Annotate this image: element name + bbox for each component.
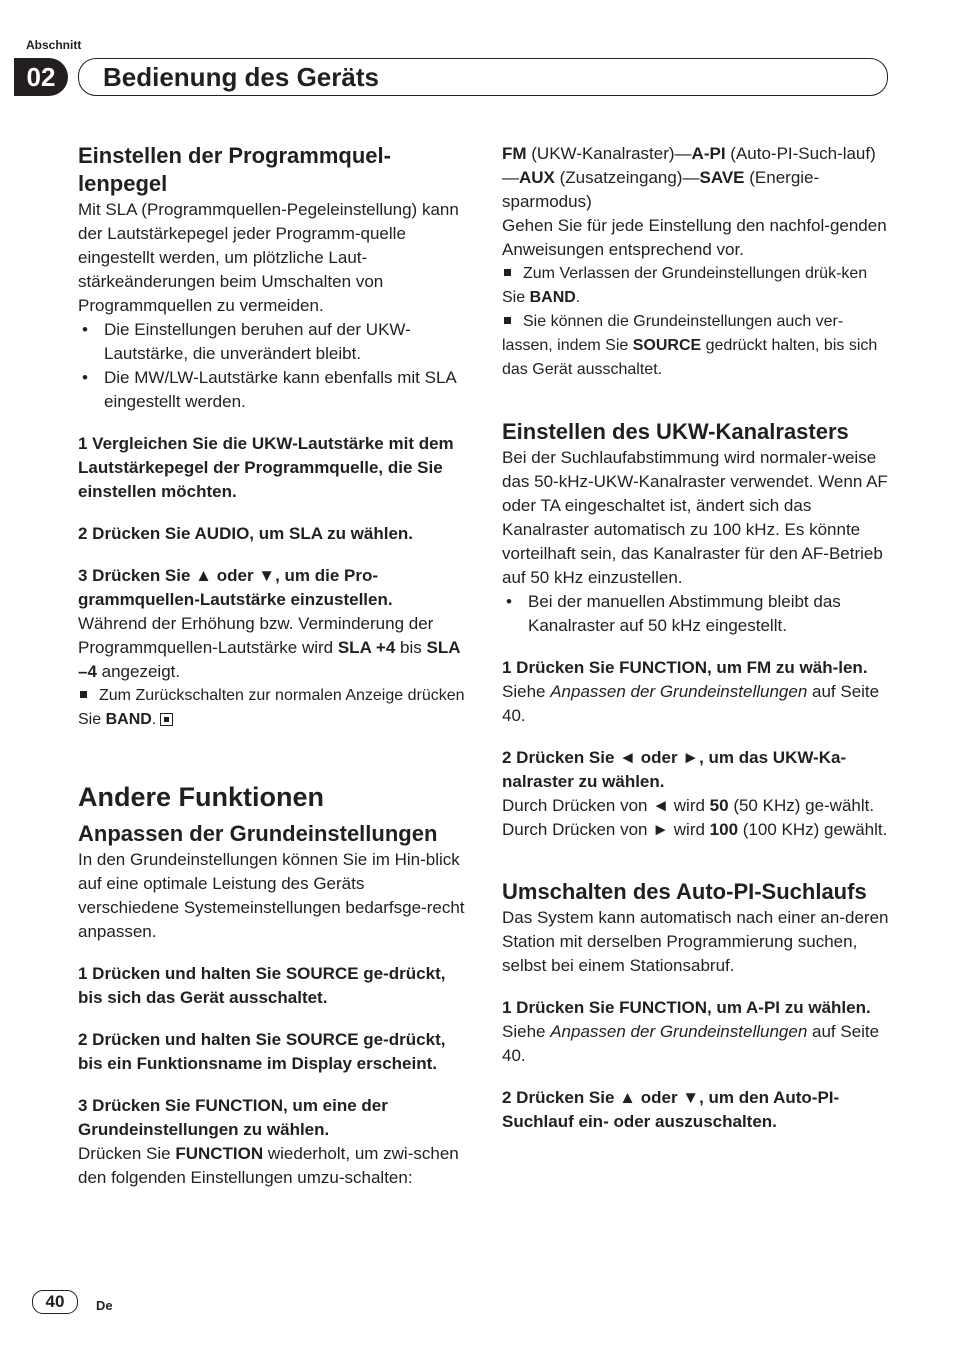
page-number: 40 <box>32 1290 78 1314</box>
step: 1 Vergleichen Sie die UKW-Lautstärke mit dem Lautstärkepegel der Programmquelle, die Sie einstellen möchten. <box>78 434 454 501</box>
cross-reference: Siehe Anpassen der Grundeinstellungen auf Seite 40. <box>502 1022 880 1065</box>
bullet-item: • Bei der manuellen Abstimmung bleibt das Kanalraster auf 50 kHz eingestellt. <box>506 592 841 635</box>
settings-list: FM (UKW-Kanalraster)—A-PI (Auto-PI-Such-lauf)—AUX (Zusatzeingang)—SAVE (Energie-sparmodus) <box>502 144 876 211</box>
note: Zum Verlassen der Grundeinstellungen drük-ken Sie BAND. <box>502 265 868 306</box>
end-mark-icon <box>160 713 173 726</box>
left-column <box>78 142 468 1190</box>
paragraph: Bei der Suchlaufabstimmung wird normaler-weise das 50-kHz-UKW-Kanalraster verwendet. Wenn AF oder TA eingeschaltet ist, ändert sich das Kanalraster automatisch zu 100 kHz. Es könnte vorteilhaft sein, das Kanalraster für den AF-Betrieb auf 50 kHz einzustellen. <box>502 448 888 587</box>
section-heading: Anpassen der Grundeinstellungen <box>78 821 438 846</box>
bullet-item: • Die MW/LW-Lautstärke kann ebenfalls mit SLA eingestellt werden. <box>82 368 456 411</box>
paragraph: Während der Erhöhung bzw. Verminderung der Programmquellen-Lautstärke wird SLA +4 bis SLA –4 angezeigt. <box>78 614 460 681</box>
step: 2 Drücken und halten Sie SOURCE ge-drückt, bis ein Funktionsname im Display erscheint. <box>78 1030 446 1073</box>
note: Sie können die Grundeinstellungen auch ver-lassen, indem Sie SOURCE gedrückt halten, bis sich das Gerät ausschaltet. <box>502 313 878 378</box>
paragraph: In den Grundeinstellungen können Sie im Hin-blick auf eine optimale Leistung des Geräts verschiedene Systemeinstellungen bedarfsge-recht anpassen. <box>78 850 465 941</box>
step: 3 Drücken Sie ▲ oder ▼, um die Pro-grammquellen-Lautstärke einzustellen. <box>78 566 393 609</box>
section-heading: Einstellen der Programmquel-lenpegel <box>78 143 391 196</box>
paragraph: Das System kann automatisch nach einer an-deren Station mit derselben Programmierung suchen, selbst bei einem Stationsabruf. <box>502 908 889 975</box>
paragraph: Gehen Sie für jede Einstellung den nachfol-genden Anweisungen entsprechend vor. <box>502 216 887 259</box>
section-heading: Umschalten des Auto-PI-Suchlaufs <box>502 879 867 904</box>
language-code: De <box>96 1298 113 1313</box>
step: 3 Drücken Sie FUNCTION, um eine der Grundeinstellungen zu wählen. <box>78 1096 388 1139</box>
step: 2 Drücken Sie AUDIO, um SLA zu wählen. <box>78 524 414 543</box>
paragraph: Durch Drücken von ◄ wird 50 (50 KHz) ge-wählt. Durch Drücken von ► wird 100 (100 KHz) gewählt. <box>502 796 888 839</box>
step: 1 Drücken Sie FUNCTION, um A-PI zu wählen. <box>502 998 871 1017</box>
chapter-number: 02 <box>14 58 68 96</box>
section-heading: Einstellen des UKW-Kanalrasters <box>502 419 849 444</box>
main-heading: Andere Funktionen <box>78 782 325 812</box>
paragraph: Mit SLA (Programmquellen-Pegeleinstellung) kann der Lautstärkepegel jeder Programm-quelle eingestellt werden, um plötzliche Laut-stärkeänderungen beim Umschalten von Programmquellen zu vermeiden. <box>78 200 459 315</box>
square-bullet-icon <box>504 317 511 324</box>
section-label: Abschnitt <box>26 38 82 52</box>
cross-reference: Siehe Anpassen der Grundeinstellungen auf Seite 40. <box>502 682 880 725</box>
chapter-title: Bedienung des Geräts <box>103 62 379 92</box>
paragraph: Drücken Sie FUNCTION wiederholt, um zwi-schen den folgenden Einstellungen umzu-schalten: <box>78 1144 459 1187</box>
step: 2 Drücken Sie ▲ oder ▼, um den Auto-PI-Suchlauf ein- oder auszuschalten. <box>502 1088 840 1131</box>
step: 1 Drücken Sie FUNCTION, um FM zu wäh-len. <box>502 658 868 677</box>
square-bullet-icon <box>80 691 87 698</box>
step: 1 Drücken und halten Sie SOURCE ge-drückt, bis sich das Gerät ausschaltet. <box>78 964 446 1007</box>
note: Zum Zurückschalten zur normalen Anzeige drücken Sie BAND. <box>78 687 465 728</box>
bullet-item: • Die Einstellungen beruhen auf der UKW-Lautstärke, die unverändert bleibt. <box>82 320 411 363</box>
square-bullet-icon <box>504 269 511 276</box>
step: 2 Drücken Sie ◄ oder ►, um das UKW-Ka-nalraster zu wählen. <box>502 748 847 791</box>
right-column <box>502 142 892 1134</box>
chapter-title-box <box>78 58 888 96</box>
